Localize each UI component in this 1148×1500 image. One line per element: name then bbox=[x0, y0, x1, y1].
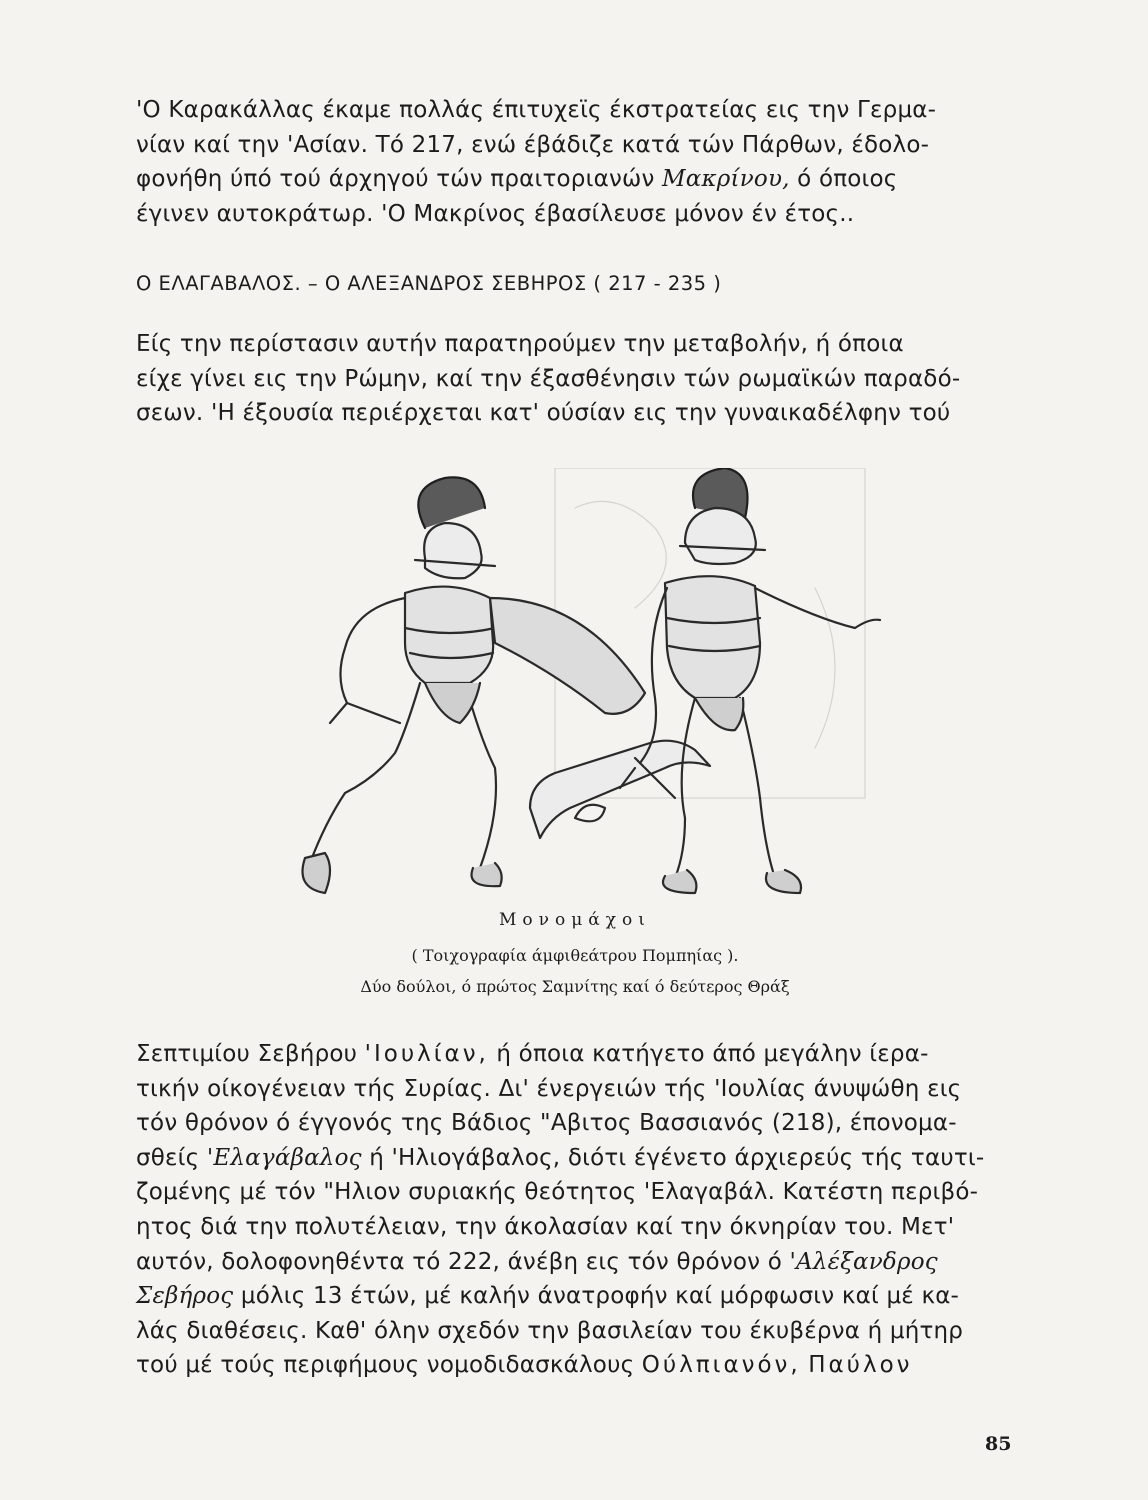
text-line: τόν θρόνον ό έγγονός της Βάδιος "Αβιτος Βασσιανός (218), έπονομα- bbox=[136, 1110, 957, 1137]
text-line: Σεβήρος μόλις 13 έτών, μέ καλήν άνατροφήν καί μόρφωσιν καί μέ κα- bbox=[136, 1283, 960, 1310]
paragraph-julia bbox=[136, 1037, 1006, 1383]
name-julia: 'Ιουλίαν, bbox=[364, 1041, 489, 1067]
text-line: είχε γίνει εις την Ρώμην, καί την έξασθένησιν τών ρωμαϊκών παραδό- bbox=[136, 365, 961, 392]
figure-subtitle: ( Τοιχογραφία άμφιθεάτρου Πομπηίας ). bbox=[411, 946, 739, 965]
text-line: έγινεν αυτοκράτωρ. 'Ο Μακρίνος έβασίλευσε μόνον έν έτος.. bbox=[136, 200, 855, 227]
paragraph-caracalla bbox=[136, 93, 1006, 231]
name-ulpian: Ούλπιανόν, bbox=[641, 1352, 801, 1379]
text-line: σθείς 'Ελαγάβαλος ή 'Ηλιογάβαλος, διότι έγένετο άρχιερεύς τής ταυτι- bbox=[136, 1144, 985, 1171]
text-line: φονήθη ύπό τού άρχηγού τών πραιτοριανών Μακρίνου, ό όποιος bbox=[136, 166, 898, 192]
text-line: τού μέ τούς περιφήμους νομοδιδασκάλους Ούλπιανόν, Παύλον bbox=[136, 1352, 913, 1379]
page-number: 85 bbox=[985, 1433, 1012, 1455]
text-line: ητος διά την πολυτέλειαν, την άκολασίαν καί την όκνηρίαν του. Μετ' bbox=[136, 1213, 955, 1240]
figure-description: Δύο δούλοι, ό πρώτος Σαμνίτης καί ό δεύτερος Θράξ bbox=[360, 977, 790, 996]
paragraph-change bbox=[136, 327, 1006, 431]
figure-title: Μονομάχοι bbox=[499, 910, 651, 930]
name-severus: Σεβήρος bbox=[136, 1283, 234, 1310]
text-line: Σεπτιμίου Σεβήρου 'Ιουλίαν, ή όποια κατήγετο άπό μεγάλην ίερα- bbox=[136, 1041, 929, 1067]
text-line: Είς την περίστασιν αυτήν παρατηρούμεν την μεταβολήν, ή όποια bbox=[136, 331, 904, 357]
text-line: νίαν καί την 'Ασίαν. Τό 217, ενώ έβάδιζε κατά τών Πάρθων, έδολο- bbox=[136, 131, 930, 158]
text-line: λάς διαθέσεις. Καθ' όλην σχεδόν την βασιλείαν του έκυβέρνα ή μήτηρ bbox=[136, 1317, 964, 1344]
name-alexander: 'Αλέξανδρος bbox=[789, 1248, 938, 1275]
text-line: αυτόν, δολοφονηθέντα τό 222, άνέβη εις τόν θρόνον ό 'Αλέξανδρος bbox=[136, 1248, 938, 1275]
name-macrinus: Μακρίνου, bbox=[662, 166, 790, 192]
thracian-gladiator bbox=[620, 468, 880, 893]
text-line: τικήν οίκογένειαν τής Συρίας. Δι' ένεργειών τής 'Ιουλίας άνυψώθη εις bbox=[136, 1075, 962, 1102]
samnite-gladiator bbox=[303, 477, 646, 893]
gladiators-illustration bbox=[255, 468, 915, 913]
text-line: σεων. 'Η έξουσία περιέρχεται κατ' ούσίαν εις την γυναικαδέλφην τού bbox=[136, 400, 951, 426]
name-elagabalus: 'Ελαγάβαλος bbox=[206, 1144, 362, 1171]
section-heading: Ο ΕΛΑΓΑΒΑΛΟΣ. – Ο ΑΛΕΞΑΝΔΡΟΣ ΣΕΒΗΡΟΣ ( 217 - 235 ) bbox=[136, 272, 722, 295]
name-paulus: Παύλον bbox=[808, 1352, 913, 1379]
text-line: ζομένης μέ τόν "Ηλιον συριακής θεότητος 'Ελαγαβάλ. Κατέστη περιβό- bbox=[136, 1179, 979, 1206]
text-line: 'Ο Καρακάλλας έκαμε πολλάς έπιτυχεϊς έκστρατείας εις την Γερμα- bbox=[136, 97, 937, 123]
